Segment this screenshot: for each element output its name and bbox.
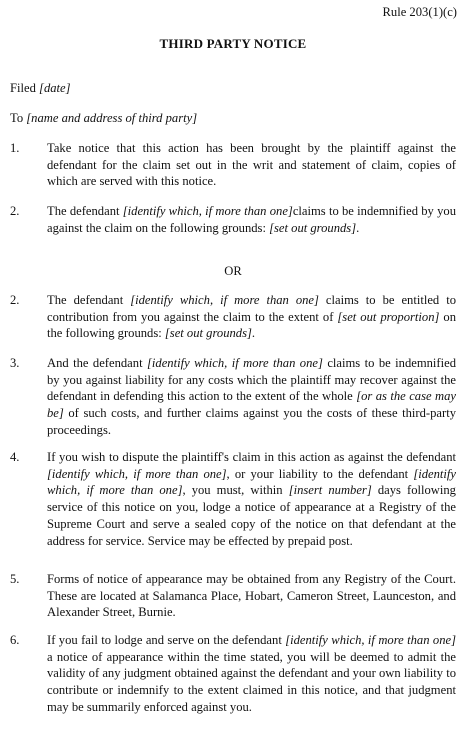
paragraph-1	[10, 140, 456, 190]
text-run: Forms of notice of appearance may be obtained from any Registry of the Court. These are located at Salamanca Place, Hobart, Cameron Street, Launceston, and Alexander Street, Burnie.	[47, 572, 456, 620]
text-run: Take notice that this action has been brought by the plaintiff against the defendant for the claim set out in the writ and statement of claim, copies of which are served with this notice.	[47, 141, 456, 189]
text-run: of such costs, and further claims against you the costs of these third-party proceedings.	[47, 406, 456, 437]
paragraph-4	[10, 449, 456, 549]
to-party-placeholder: [name and address of third party]	[26, 111, 198, 125]
text-run: on the following grounds:	[47, 309, 456, 341]
or-separator: OR	[224, 264, 242, 278]
text-run: The defendant	[47, 204, 123, 218]
paragraph-text	[47, 355, 456, 439]
placeholder-text: [set out proportion]	[337, 309, 440, 324]
paragraph-2-indemnity	[10, 203, 456, 236]
paragraph-number: 2.	[10, 293, 20, 307]
paragraph-3	[10, 355, 456, 439]
page-title: THIRD PARTY NOTICE	[159, 36, 307, 51]
placeholder-text: [identify which, if more than one]	[47, 466, 456, 498]
paragraph-number: 1.	[10, 141, 20, 155]
paragraph-number: 6.	[10, 633, 20, 647]
paragraph-text	[47, 632, 456, 716]
placeholder-text: [identify which, if more than one]	[130, 293, 319, 307]
text-run: If you fail to lodge and serve on the defendant	[47, 633, 286, 647]
text-run: claims to be indemnified by you against the claim on the following grounds:	[47, 204, 457, 235]
text-run: days following service of this notice on you, lodge a notice of appearance at a Registry of the Supreme Court and serve a sealed copy of the notice on that defendant at the address for service. Service may be effected by prepaid post.	[47, 483, 456, 548]
filed-date-placeholder: [date]	[39, 81, 71, 95]
text-run: .	[251, 326, 256, 341]
placeholder-text: [identify which, if more than one]	[285, 633, 457, 647]
placeholder-text: [set out grounds]	[269, 220, 357, 235]
paragraph-5	[10, 571, 456, 621]
filed-line	[10, 80, 71, 97]
placeholder-text: [insert number]	[288, 483, 372, 498]
paragraph-text	[47, 140, 456, 190]
text-run: , or your liability to the defendant	[226, 466, 414, 481]
paragraph-text	[47, 203, 456, 236]
placeholder-text: [set out grounds]	[164, 326, 252, 341]
placeholder-text: [identify which, if more than one]	[47, 466, 227, 481]
text-run: claims to be entitled to contribution from you against the claim to the extent of	[47, 293, 456, 324]
paragraph-6	[10, 632, 456, 716]
paragraph-number: 2.	[10, 204, 20, 218]
placeholder-text: [identify which, if more than one]	[147, 356, 323, 370]
rule-reference: Rule 203(1)(c)	[382, 5, 457, 19]
text-run: The defendant	[47, 293, 131, 307]
to-label: To	[10, 111, 27, 125]
text-run: a notice of appearance within the time stated, you will be deemed to admit the validity of any judgment obtained against the defendant and your own liability to contribute or indemnify to the extent claimed in this notice, and that judgment may be summarily enforced against you.	[47, 649, 456, 714]
filed-label: Filed	[10, 81, 40, 95]
paragraph-text	[47, 292, 456, 342]
placeholder-text: [identify which, if more than one]	[122, 204, 293, 218]
placeholder-text: [or as the case may be]	[47, 389, 456, 421]
paragraph-text	[47, 449, 456, 549]
text-run: , you must, within	[182, 483, 289, 498]
text-run: And the defendant	[47, 356, 147, 370]
text-run: .	[356, 220, 360, 235]
paragraph-number: 3.	[10, 356, 20, 370]
text-run: claims to be indemnified by you against liability for any costs which the plaintiff may recover against the defendant in defending this action to the extent of the whole	[47, 356, 457, 404]
paragraph-number: 5.	[10, 572, 20, 586]
paragraph-text	[47, 571, 456, 621]
to-line	[10, 110, 197, 127]
text-run: If you wish to dispute the plaintiff's claim in this action as against the defendant	[47, 450, 456, 464]
paragraph-number: 4.	[10, 450, 20, 464]
paragraph-2-contribution	[10, 292, 456, 342]
